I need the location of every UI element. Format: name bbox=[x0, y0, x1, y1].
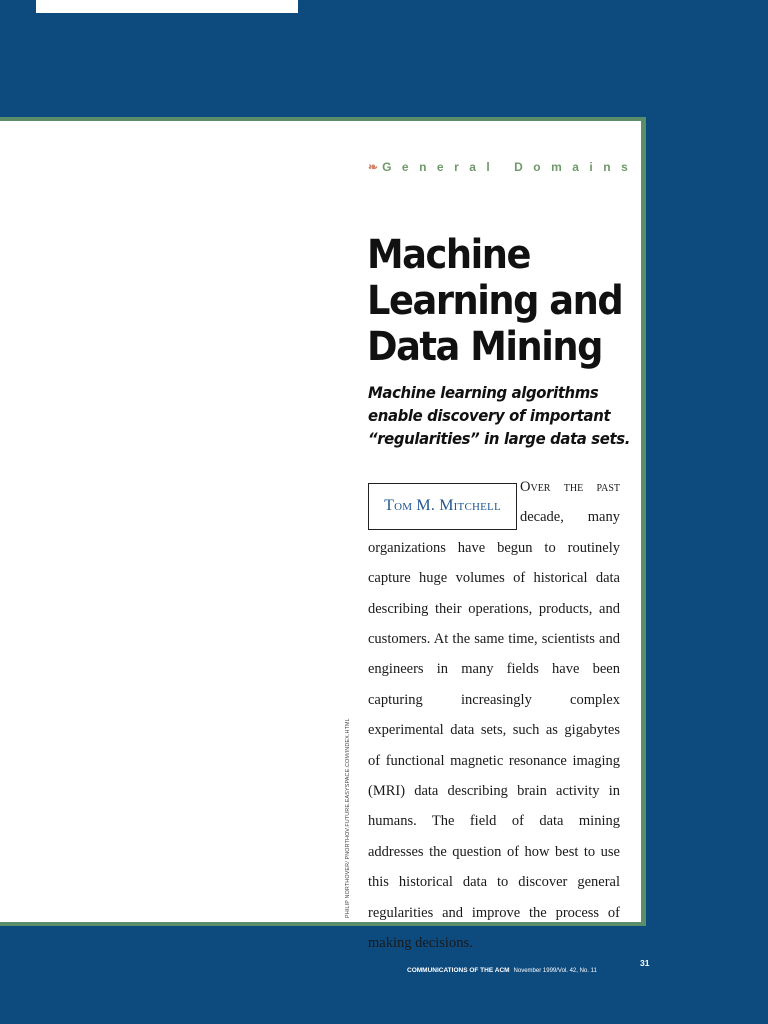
journal-name: COMMUNICATIONS OF THE ACM bbox=[407, 967, 510, 974]
article-title: Machine Learning and Data Mining bbox=[367, 232, 623, 370]
article-subtitle: Machine learning algorithms enable discovery of important “regularities” in large data sets. bbox=[368, 383, 630, 448]
body-text: decade, many organizations have begun to routinely capture huge volumes of historical data describing their operations, products, and customers. At the same time, scientists and engineers in many fields have been capturing increasingly complex experimental data sets, such as gigabytes of functional magnetic resonance imaging (MRI) data describing brain activity in humans. The field of data mining addresses the question of how best to use this historical data to discover general regularities and improve the process of making decisions. bbox=[368, 509, 620, 952]
article-body bbox=[368, 472, 620, 959]
page-footer bbox=[407, 958, 650, 977]
illustration-credit: PHILIP NORTHOVER/ PNORTHOV.FUTURE.EASYSPACE.COM/INDEX.HTML bbox=[345, 718, 351, 918]
section-label bbox=[368, 160, 638, 174]
section-ornament-icon: ❧ bbox=[368, 160, 379, 174]
page-number: 31 bbox=[640, 958, 650, 968]
author-byline: Tom M. Mitchell bbox=[368, 483, 517, 530]
lead-in-text: Over the past bbox=[520, 479, 620, 495]
top-white-tab bbox=[36, 0, 298, 13]
section-label-text: General Domains bbox=[382, 160, 639, 174]
issue-info: November 1999/Vol. 42, No. 11 bbox=[513, 968, 597, 974]
article-paragraph bbox=[368, 472, 620, 959]
